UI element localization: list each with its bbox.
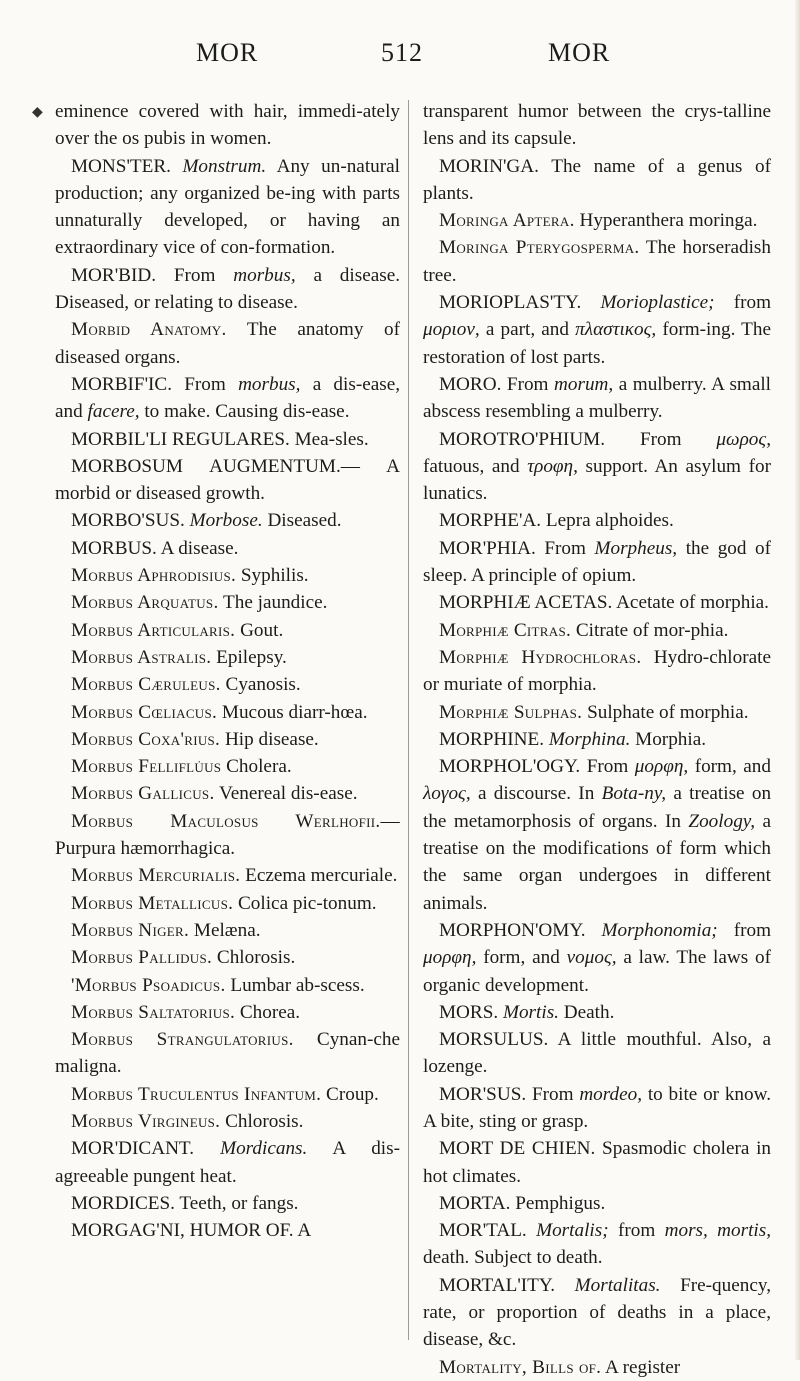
entry-headword: MORPHE'A.	[439, 510, 542, 532]
entry-text: a dis-ease, and	[55, 373, 401, 423]
dictionary-entry	[55, 671, 400, 698]
entry-greek-word: μοριον,	[423, 319, 480, 341]
entry-subheadword: Morbid Anatomy.	[71, 319, 227, 341]
dictionary-entry	[55, 426, 400, 453]
page-number: 512	[381, 38, 423, 67]
entry-text: a disease. Diseased, or relating to disease.	[55, 264, 401, 314]
entry-greek-word: μορφη,	[423, 947, 477, 969]
entry-text: Chlorosis.	[225, 1110, 304, 1132]
entry-headword: MORO.	[439, 373, 502, 395]
dictionary-entry	[423, 1190, 771, 1217]
dictionary-entry	[55, 316, 400, 371]
entry-headword: MORT DE CHIEN.	[439, 1138, 596, 1160]
entry-greek-word: τροφη,	[527, 455, 578, 477]
entry-text: a treatise on the modifications of form which the same organ undergoes in different animals.	[423, 810, 772, 914]
dictionary-entry	[55, 1217, 400, 1244]
entry-text: support. An asylum for lunatics.	[423, 455, 771, 505]
entry-text: A little mouthful. Also, a lozenge.	[423, 1029, 771, 1078]
entry-text: The anatomy of diseased organs.	[55, 319, 401, 368]
entry-subheadword: Morbus Metallicus.	[71, 892, 234, 914]
entry-subheadword: Morbus Aphrodisius.	[71, 565, 237, 587]
entry-text: a mulberry. A small abscess resembling a mulberry.	[423, 373, 772, 423]
dictionary-entry	[55, 98, 400, 153]
running-head-left: MOR	[196, 38, 259, 67]
entry-headword: MORBUS.	[71, 537, 157, 559]
entry-greek-word: μωρος,	[716, 428, 771, 450]
entry-text: A register	[605, 1356, 681, 1378]
dictionary-entry	[55, 1135, 400, 1190]
entry-text: Death.	[563, 1001, 615, 1023]
entry-headword: MORS.	[439, 1001, 499, 1023]
entry-headword: MORGAG'NI, HUMOR OF.	[71, 1220, 294, 1242]
dictionary-entry	[55, 917, 400, 944]
entry-headword: MORIN'GA.	[439, 155, 539, 177]
entry-headword: MORTAL'ITY.	[439, 1274, 556, 1296]
dictionary-entry	[423, 753, 771, 917]
entry-text: death. Subject to death.	[423, 1247, 603, 1269]
entry-headword: MORDICES.	[71, 1192, 175, 1214]
entry-etymology: Morbose.	[189, 510, 263, 532]
dictionary-entry	[55, 1108, 400, 1135]
entry-text: Lepra alphoides.	[545, 510, 674, 532]
entry-text: Teeth, or fangs.	[179, 1192, 299, 1214]
entry-subheadword: Morbus Saltatorius.	[71, 1001, 236, 1023]
entry-text: Hydro-chlorate or muriate of morphia.	[423, 646, 771, 696]
entry-etymology: Monstrum.	[182, 155, 267, 177]
entry-text: A dis-agreeable pungent heat.	[55, 1138, 400, 1187]
dictionary-entry	[423, 699, 771, 726]
entry-etymology: morum,	[554, 373, 614, 395]
entry-etymology: facere,	[87, 401, 140, 423]
entry-text: From	[506, 373, 549, 395]
entry-text: Cynan-che maligna.	[55, 1029, 401, 1078]
entry-text: Fre-quency, rate, or proportion of deaths in a place, disease, &c.	[423, 1274, 771, 1351]
entry-subheadword: Morphiæ Hydrochloras.	[439, 646, 642, 668]
entry-etymology: Mortis.	[502, 1001, 559, 1023]
entry-headword: MORBO'SUS.	[71, 510, 185, 532]
entry-subheadword: 'Morbus Psoadicus.	[71, 974, 226, 996]
entry-etymology: mordeo,	[579, 1083, 643, 1105]
entry-headword: MORBIF'IC.	[71, 373, 173, 395]
entry-etymology: Mordicans.	[220, 1138, 308, 1160]
entry-text: Spasmodic cholera in hot climates.	[423, 1138, 772, 1187]
dictionary-entry	[423, 507, 771, 534]
entry-text: form-ing. The restoration of lost parts.	[423, 319, 771, 368]
dictionary-entry	[55, 808, 400, 863]
entry-etymology: morbus,	[233, 264, 296, 286]
entry-text: Pemphigus.	[515, 1192, 606, 1214]
dictionary-entry	[55, 999, 400, 1026]
dictionary-entry	[423, 207, 771, 234]
entry-subheadword: Moringa Aptera.	[439, 210, 575, 232]
entry-subheadword: Morbus Arquatus.	[71, 592, 219, 614]
entry-subheadword: Morbus Gallicus.	[71, 783, 215, 805]
entry-text: to make. Causing dis-ease.	[144, 401, 350, 423]
entry-text: The jaundice.	[223, 592, 328, 614]
entry-text: Chorea.	[239, 1001, 301, 1023]
dictionary-entry	[55, 890, 400, 917]
entry-greek-word: νομος,	[566, 947, 617, 969]
entry-text: A morbid or diseased growth.	[55, 455, 400, 505]
entry-headword: MOR'TAL.	[439, 1220, 527, 1242]
entry-headword: MORPHIÆ ACETAS.	[439, 592, 613, 614]
entry-headword: MOR'SUS.	[439, 1083, 527, 1105]
dictionary-entry	[423, 98, 771, 153]
entry-text: Any un-natural production; any organized be-ing with parts unnaturally developed, or having an extraordinary vice of con-formation.	[55, 155, 400, 259]
entry-text: transparent humor between the crys-talline lens and its capsule.	[423, 101, 771, 150]
dictionary-entry	[423, 289, 771, 371]
dictionary-entry	[55, 944, 400, 971]
entry-greek-word: μορφη,	[634, 756, 689, 778]
entry-text: from	[617, 1220, 656, 1242]
entry-text: Melæna.	[193, 919, 261, 941]
entry-subheadword: Moringa Pterygosperma.	[439, 237, 640, 259]
entry-text: From	[173, 264, 216, 286]
entry-text: Citrate of mor-phia.	[575, 619, 729, 641]
entry-text: a discourse. In	[477, 783, 595, 805]
entry-headword: MORSULUS.	[439, 1029, 549, 1051]
dictionary-entry	[55, 262, 400, 317]
dictionary-entry	[423, 426, 771, 508]
entry-headword: MORPHON'OMY.	[439, 919, 586, 941]
dictionary-entry	[55, 1190, 400, 1217]
entry-text: Hyperanthera moringa.	[579, 210, 758, 232]
entry-text: A	[297, 1220, 312, 1242]
entry-subheadword: Morbus Astralis.	[71, 646, 212, 668]
dictionary-entry	[423, 999, 771, 1026]
entry-headword: MORPHINE.	[439, 728, 545, 750]
entry-text: Hip disease.	[224, 728, 319, 750]
entry-text: From	[531, 1083, 574, 1105]
entry-text: a part, and	[485, 319, 569, 341]
left-column	[55, 98, 400, 1244]
entry-subheadword: Morbus Cæruleus.	[71, 674, 221, 696]
entry-headword: MORBOSUM AUGMENTUM.—	[71, 455, 360, 477]
entry-subheadword: Morphiæ Citras.	[439, 619, 572, 641]
dictionary-entry	[55, 699, 400, 726]
entry-subheadword: Morbus Felliflu̇us	[71, 756, 222, 778]
entry-text: form, and	[694, 756, 771, 778]
entry-subheadword: Morbus Articularis.	[71, 619, 236, 641]
entry-text: the god of sleep. A principle of opium.	[423, 537, 772, 587]
dictionary-entry	[423, 1026, 771, 1081]
dictionary-entry	[423, 1135, 771, 1190]
entry-headword: MOR'BID.	[71, 264, 157, 286]
entry-subheadword: Morbus Pallidus.	[71, 947, 213, 969]
entry-subheadword: Morbus Mercurialis.	[71, 865, 241, 887]
entry-text: Croup.	[326, 1083, 379, 1105]
entry-text: From	[544, 537, 586, 559]
dictionary-entry	[55, 1026, 400, 1081]
entry-subheadword: Morbus Coxa'rius.	[71, 728, 221, 750]
dictionary-entry	[423, 1217, 771, 1272]
dictionary-entry	[55, 507, 400, 534]
entry-etymology: Zoology,	[688, 810, 756, 832]
entry-etymology: Mortalitas.	[574, 1274, 661, 1296]
dictionary-entry	[55, 753, 400, 780]
entry-text: form, and	[483, 947, 560, 969]
entry-text: a law. The laws of organic development.	[423, 947, 771, 996]
entry-text: Cyanosis.	[225, 674, 301, 696]
page-header	[0, 38, 800, 78]
dictionary-entry	[423, 371, 771, 426]
entry-subheadword: Morbus Maculosus Werlhofii.—	[71, 810, 400, 832]
dictionary-entry	[423, 1354, 771, 1381]
entry-text: From	[639, 428, 682, 450]
entry-text: The name of a genus of plants.	[423, 155, 771, 204]
entry-text: Colica pic-tonum.	[238, 892, 377, 914]
entry-text: eminence covered with hair, immedi-ately over the os pubis in women.	[55, 101, 400, 150]
dictionary-entry	[55, 1081, 400, 1108]
entry-etymology: mors, mortis,	[664, 1220, 772, 1242]
entry-text: Lumbar ab-scess.	[230, 974, 365, 996]
entry-subheadword: Morbus Cœliacus.	[71, 701, 218, 723]
entry-headword: MORIOPLAS'TY.	[439, 292, 582, 314]
entry-headword: MORTA.	[439, 1192, 511, 1214]
entry-text: Chlorosis.	[216, 947, 296, 969]
entry-headword: MORBIL'LI REGULARES.	[71, 428, 290, 450]
entry-etymology: Mortalis;	[536, 1220, 609, 1242]
dictionary-entry	[55, 726, 400, 753]
dictionary-entry	[55, 862, 400, 889]
dictionary-entry	[423, 153, 771, 208]
entry-subheadword: Morbus Strangulatorius.	[71, 1029, 294, 1051]
dictionary-entry	[423, 1272, 771, 1354]
dictionary-entry	[55, 153, 400, 262]
entry-subheadword: Morbus Niger.	[71, 919, 190, 941]
entry-text: Mucous diarr-hœa.	[221, 701, 368, 723]
margin-mark: ◆	[32, 105, 43, 120]
entry-text: Acetate of morphia.	[616, 592, 769, 614]
entry-subheadword: Morphiæ Sulphas.	[439, 701, 583, 723]
entry-text: to bite or know. A bite, sting or grasp.	[423, 1083, 772, 1132]
entry-text: Cholera.	[226, 756, 292, 778]
entry-etymology: Bota-ny,	[601, 783, 667, 805]
entry-text: Mea-sles.	[294, 428, 369, 450]
dictionary-entry	[423, 535, 771, 590]
entry-subheadword: Mortality, Bills of.	[439, 1356, 602, 1378]
dictionary-entry	[423, 1081, 771, 1136]
dictionary-entry	[55, 617, 400, 644]
entry-etymology: Morphonomia;	[601, 919, 718, 941]
dictionary-entry	[55, 535, 400, 562]
entry-etymology: morbus,	[238, 373, 301, 395]
entry-text: From	[184, 373, 226, 395]
dictionary-entry	[55, 972, 400, 999]
entry-text: Gout.	[240, 619, 284, 641]
entry-text: Venereal dis-ease.	[219, 783, 358, 805]
dictionary-entry	[423, 917, 771, 999]
entry-text: Diseased.	[267, 510, 342, 532]
dictionary-entry	[423, 234, 771, 289]
dictionary-entry	[55, 589, 400, 616]
column-divider	[408, 100, 409, 1340]
entry-text: Sulphate of morphia.	[587, 701, 749, 723]
entry-text: Eczema mercuriale.	[245, 865, 398, 887]
entry-text: From	[586, 756, 629, 778]
entry-etymology: Morioplastice;	[600, 292, 715, 314]
entry-text: The horseradish tree.	[423, 237, 771, 286]
entry-headword: MOROTRO'PHIUM.	[439, 428, 606, 450]
entry-headword: MOR'PHIA.	[439, 537, 536, 559]
running-head-right: MOR	[548, 38, 611, 67]
dictionary-entry	[55, 371, 400, 426]
dictionary-entry	[423, 589, 771, 616]
entry-greek-word: λογος,	[423, 783, 471, 805]
dictionary-entry	[423, 726, 771, 753]
entry-headword: MONS'TER.	[71, 155, 171, 177]
entry-subheadword: Morbus Virgineus.	[71, 1110, 221, 1132]
dictionary-entry	[55, 453, 400, 508]
entry-headword: MOR'DICANT.	[71, 1138, 195, 1160]
page-edge	[794, 0, 800, 1360]
entry-etymology: Morphina.	[548, 728, 631, 750]
dictionary-entry	[55, 780, 400, 807]
entry-subheadword: Morbus Truculentus Infantum.	[71, 1083, 322, 1105]
dictionary-entry	[423, 617, 771, 644]
entry-text: Epilepsy.	[216, 646, 287, 668]
right-column	[423, 98, 771, 1381]
entry-text: Syphilis.	[240, 565, 309, 587]
dictionary-entry	[55, 644, 400, 671]
dictionary-entry	[55, 562, 400, 589]
entry-etymology: Morpheus,	[594, 537, 678, 559]
entry-text: fatuous, and	[423, 455, 520, 477]
entry-text: from	[733, 292, 772, 314]
entry-text: A disease.	[160, 537, 239, 559]
dictionary-entry	[423, 644, 771, 699]
entry-text: a treatise on the metamorphosis of organs. In	[423, 783, 772, 832]
entry-greek-word: πλαστικος,	[575, 319, 657, 341]
entry-text: from	[733, 919, 772, 941]
entry-text: Purpura hæmorrhagica.	[55, 838, 236, 860]
entry-text: Morphia.	[635, 728, 707, 750]
entry-headword: MORPHOL'OGY.	[439, 756, 581, 778]
